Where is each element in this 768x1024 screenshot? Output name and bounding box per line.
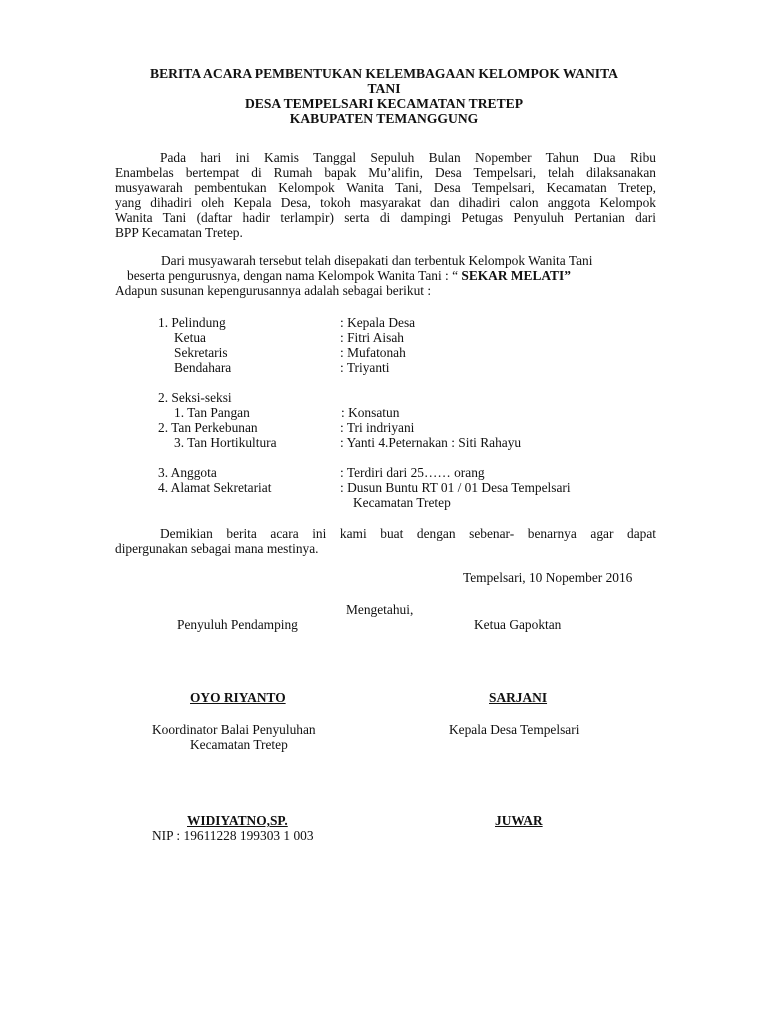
intro-line: yang dihadiri oleh Kepala Desa, tokoh masyarakat dan dihadiri calon anggota Kelompok [115, 195, 656, 210]
left-signatory-name2: WIDIYATNO,SP. [187, 813, 288, 828]
left-nip: NIP : 19611228 199303 1 003 [152, 828, 314, 843]
right-signatory-name2: JUWAR [495, 813, 543, 828]
right-role2: Kepala Desa Tempelsari [449, 722, 580, 737]
intro-paragraph [115, 150, 656, 240]
left-role2-line2: Kecamatan Tretep [190, 737, 288, 752]
agreement-line2-text: beserta pengurusnya, dengan nama Kelompok Wanita Tani : “ [127, 268, 462, 283]
structure-label: Bendahara [174, 360, 232, 375]
address-value-line2: Kecamatan Tretep [353, 495, 451, 510]
members-label: 3. Anggota [158, 465, 217, 480]
structure-value: : Triyanti [340, 360, 390, 375]
address-value: : Dusun Buntu RT 01 / 01 Desa Tempelsari [340, 480, 571, 495]
section-label: 2. Tan Perkebunan [158, 420, 258, 435]
closing-paragraph [115, 526, 656, 556]
intro-line: musyawarah pembentukan Kelompok Wanita Tani, Desa Tempelsari, Kecamatan Tretep, [115, 180, 656, 195]
section-value: : Yanti 4.Peternakan : Siti Rahayu [340, 435, 522, 450]
structure-value: : Fitri Aisah [340, 330, 404, 345]
right-signatory-name: SARJANI [489, 690, 548, 705]
right-role: Ketua Gapoktan [474, 617, 562, 632]
closing-line: dipergunakan sebagai mana mestinya. [115, 541, 319, 556]
intro-line: Enambelas bertempat di Rumah bapak Mu’alifin, Desa Tempelsari, telah dilaksanakan [115, 165, 656, 180]
structure-label: Ketua [174, 330, 206, 345]
structure-value: : Kepala Desa [340, 315, 416, 330]
sections-header: 2. Seksi-seksi [158, 390, 232, 405]
intro-line: Pada hari ini Kamis Tanggal Sepuluh Bulan Nopember Tahun Dua Ribu [160, 150, 656, 165]
structure-label: Sekretaris [174, 345, 228, 360]
left-signatory-name: OYO RIYANTO [190, 690, 286, 705]
place-date: Tempelsari, 10 Nopember 2016 [463, 570, 633, 585]
left-role2-line1: Koordinator Balai Penyuluhan [152, 722, 316, 737]
address-label: 4. Alamat Sekretariat [158, 480, 272, 495]
left-role: Penyuluh Pendamping [177, 617, 298, 632]
agreement-line3: Adapun susunan kepengurusannya adalah sebagai berikut : [115, 283, 432, 298]
agreement-line2 [127, 268, 571, 283]
agreement-line1: Dari musyawarah tersebut telah disepakati dan terbentuk Kelompok Wanita Tani [161, 253, 593, 268]
section-value: : Konsatun [341, 405, 400, 420]
doc-title-line4: KABUPATEN TEMANGGUNG [289, 111, 479, 126]
doc-title-line3: DESA TEMPELSARI KECAMATAN TRETEP [244, 96, 524, 111]
closing-line: Demikian berita acara ini kami buat dengan sebenar- benarnya agar dapat [160, 526, 656, 541]
group-name: SEKAR MELATI” [461, 268, 571, 283]
intro-line: Wanita Tani (daftar hadir terlampir) serta di dampingi Petugas Penyuluh Pertanian dari [115, 210, 656, 225]
intro-line: BPP Kecamatan Tretep. [115, 225, 243, 240]
doc-title-line2: TANI [367, 81, 401, 96]
doc-title-line1: BERITA ACARA PEMBENTUKAN KELEMBAGAAN KELOMPOK WANITA [150, 66, 618, 81]
section-value: : Tri indriyani [340, 420, 415, 435]
members-value: : Terdiri dari 25…… orang [340, 465, 485, 480]
structure-value: : Mufatonah [340, 345, 406, 360]
structure-label: 1. Pelindung [158, 315, 226, 330]
section-label: 1. Tan Pangan [174, 405, 250, 420]
acknowledge-text: Mengetahui, [346, 602, 414, 617]
section-label: 3. Tan Hortikultura [174, 435, 277, 450]
